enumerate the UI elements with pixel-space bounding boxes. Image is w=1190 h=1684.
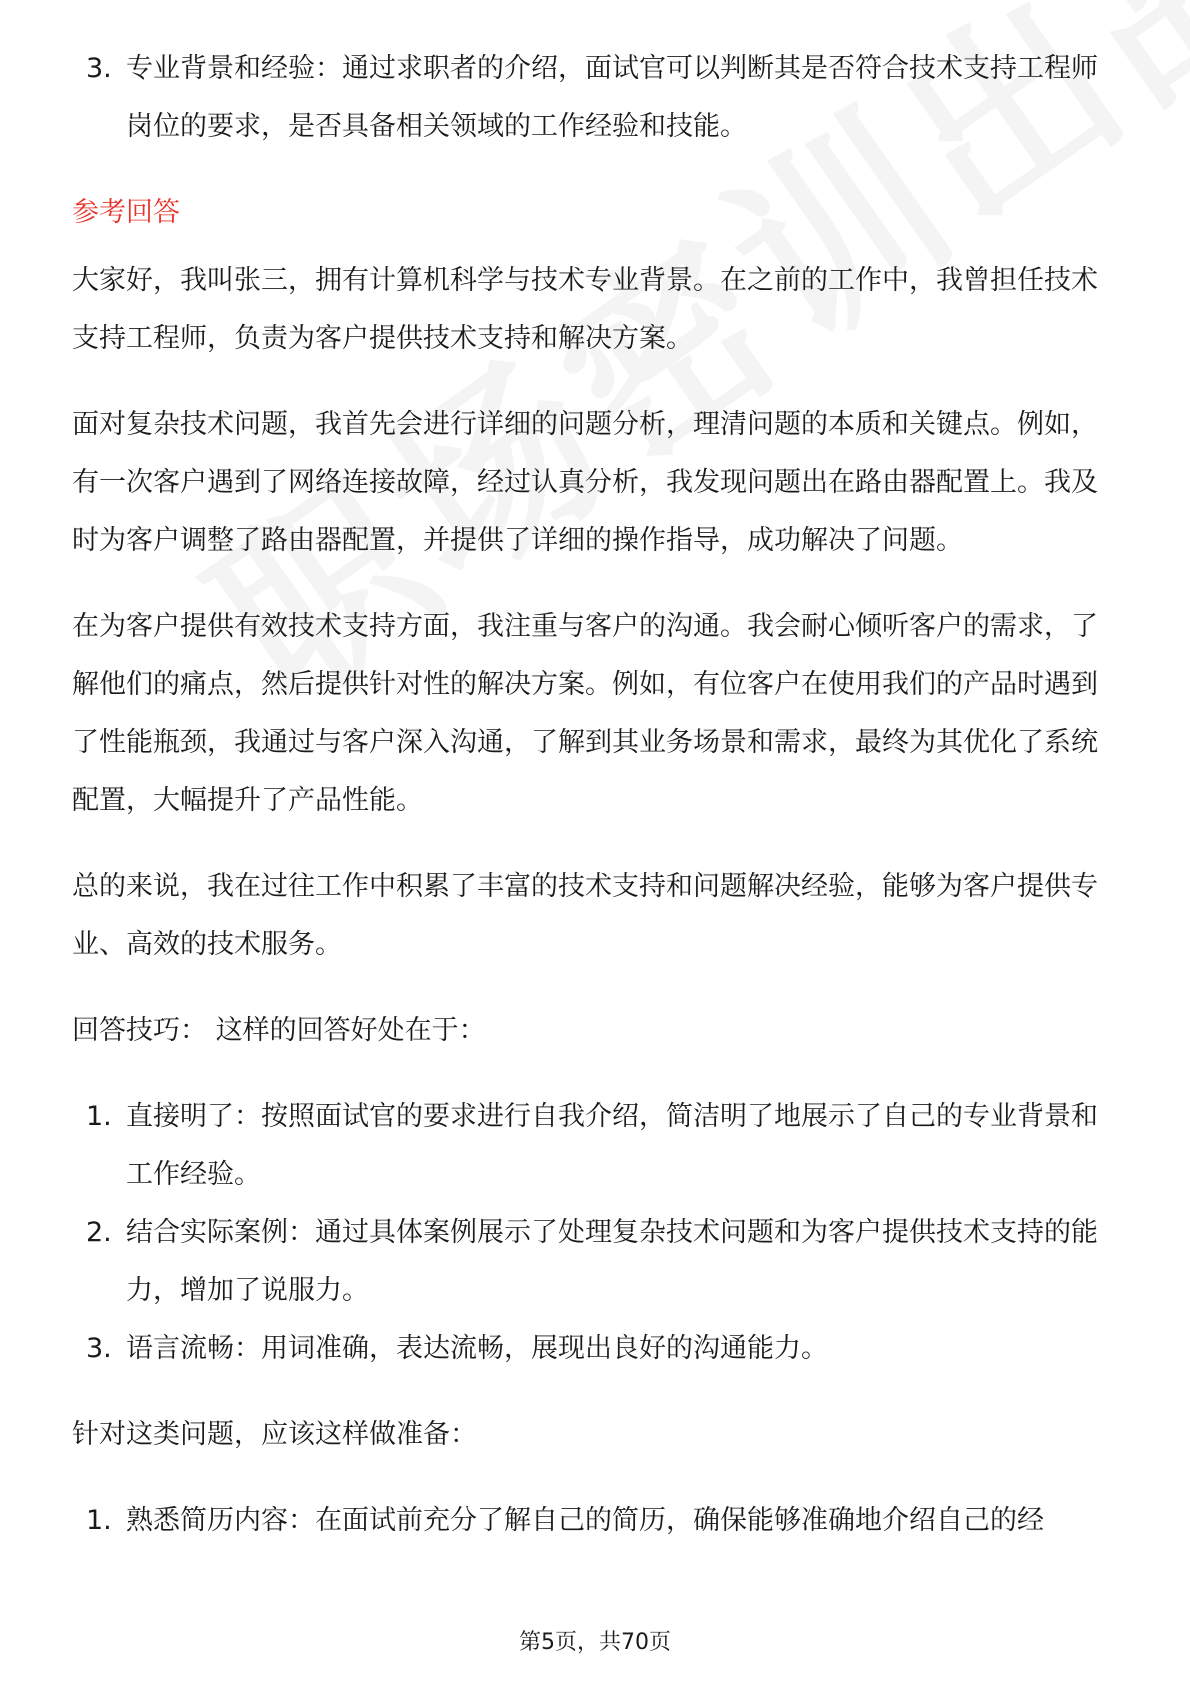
prep-intro: 针对这类问题，应该这样做准备： [72,1419,477,1450]
list-item-text: 语言流畅：用词准确，表达流畅，展现出良好的沟通能力。 [126,1333,828,1364]
list-item [72,1492,1118,1550]
list-number: 3. [86,53,112,84]
page-footer: 第5页，共70页 [519,1630,671,1655]
list-number: 2. [86,1217,112,1248]
tips-intro: 回答技巧： 这样的回答好处在于： [72,1015,486,1046]
document-page [72,40,1118,1550]
list-item-text: 结合实际案例：通过具体案例展示了处理复杂技术问题和为客户提供技术支持的能力，增加了说服力。 [126,1217,1098,1306]
paragraph: 大家好，我叫张三，拥有计算机科学与技术专业背景。在之前的工作中，我曾担任技术支持工程师，负责为客户提供技术支持和解决方案。 [72,265,1098,354]
prep-list [72,1492,1118,1550]
list-item-text: 直接明了：按照面试官的要求进行自我介绍，简洁明了地展示了自己的专业背景和工作经验。 [126,1101,1098,1190]
paragraph: 总的来说，我在过往工作中积累了丰富的技术支持和问题解决经验，能够为客户提供专业、高效的技术服务。 [72,871,1098,960]
list-number: 1. [86,1101,112,1132]
list-item [72,1204,1118,1320]
tips-list [72,1088,1118,1378]
list-item-text: 专业背景和经验：通过求职者的介绍，面试官可以判断其是否符合技术支持工程师岗位的要求，是否具备相关领域的工作经验和技能。 [126,53,1098,142]
section-heading: 参考回答 [72,197,180,228]
paragraph: 在为客户提供有效技术支持方面，我注重与客户的沟通。我会耐心倾听客户的需求，了解他们的痛点，然后提供针对性的解决方案。例如，有位客户在使用我们的产品时遇到了性能瓶颈，我通过与客户深入沟通，了解到其业务场景和需求，最终为其优化了系统配置，大幅提升了产品性能。 [72,611,1098,816]
list-number: 1. [86,1505,112,1536]
list-item [72,1088,1118,1204]
list-number: 3. [86,1333,112,1364]
top-list [72,40,1118,156]
list-item [72,40,1118,156]
paragraph: 面对复杂技术问题，我首先会进行详细的问题分析，理清问题的本质和关键点。例如，有一次客户遇到了网络连接故障，经过认真分析，我发现问题出在路由器配置上。我及时为客户调整了路由器配置，并提供了详细的操作指导，成功解决了问题。 [72,409,1098,556]
list-item [72,1320,1118,1378]
list-item-text: 熟悉简历内容：在面试前充分了解自己的简历，确保能够准确地介绍自己的经 [126,1505,1044,1536]
